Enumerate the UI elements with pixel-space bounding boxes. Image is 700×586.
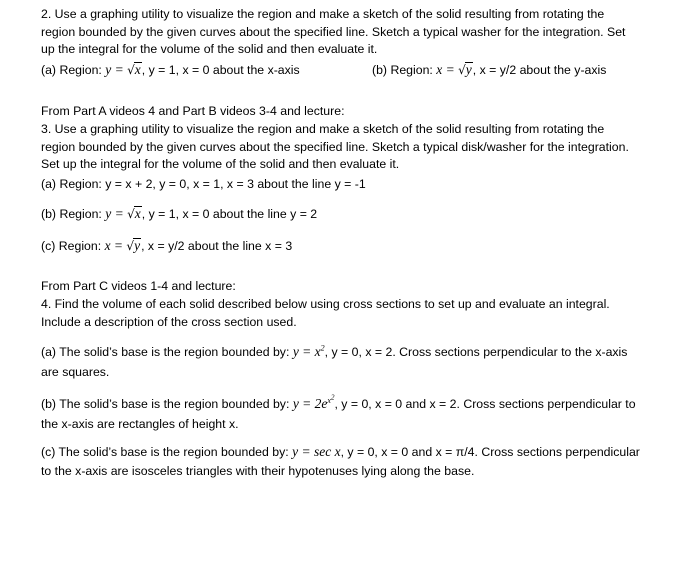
p3-c-label: (c) Region: [41,239,102,253]
p4-c-label: (c) The solid’s base is the region bounded by: [41,445,289,459]
p4-a-rest: , y = 0, x = 2. Cross sections perpendicular to the x-axis [324,345,628,359]
p4-a-equation: $y = x^2$ [292,343,325,359]
p3-c [41,238,292,254]
p3-b [41,206,317,222]
p3-c-equation: x = √y [104,238,141,253]
p4-line-2: Include a description of the cross section used. [41,315,297,329]
p3-intro: From Part A videos 4 and Part B videos 3-4 and lecture: [41,104,345,118]
p4-b-line-2: the x-axis are rectangles of height x. [41,417,239,431]
p3-line-1: 3. Use a graphing utility to visualize the region and make a sketch of the solid resulting from rotating the [41,122,605,136]
p4-c-rest: , y = 0, x = 0 and x = π/4. Cross sections perpendicular [340,445,640,459]
p4-b-equation: $y = 2e^{x^2}$ [292,392,335,411]
p4-c-line-1 [41,444,640,460]
p2-b-equation: x = √y [436,62,472,77]
p4-b-label: (b) The solid’s base is the region bounded by: [41,397,290,411]
p4-line-1: 4. Find the volume of each solid described below using cross sections to set up and evaluate an integral. [41,297,610,311]
p2-line-2: region bounded by the given curves about the specified line. Sketch a typical washer for the integration. Set [41,25,626,39]
p4-a-line-2: are squares. [41,365,110,379]
p2-b [372,62,606,78]
p2-a-equation: y = √x [105,62,141,77]
p4-b-rest: , y = 0, x = 0 and x = 2. Cross sections perpendicular to [334,397,636,411]
p2-parts-row [41,62,661,78]
p2-b-rest: , x = y/2 about the y-axis [472,63,607,77]
p3-line-3: Set up the integral for the volume of the solid and then evaluate it. [41,157,400,171]
p3-a: (a) Region: y = x + 2, y = 0, x = 1, x = 3 about the line y = -1 [41,177,366,191]
p3-b-rest: , y = 1, x = 0 about the line y = 2 [141,207,318,221]
p2-b-label: (b) Region: [372,63,433,77]
p2-line-1: 2. Use a graphing utility to visualize the region and make a sketch of the solid resulting from rotating the [41,7,605,21]
p4-c-equation: y = sec x [292,444,341,459]
p3-c-rest: , x = y/2 about the line x = 3 [141,239,293,253]
p4-a-label: (a) The solid’s base is the region bounded by: [41,345,290,359]
p2-a-label: (a) Region: [41,63,102,77]
p3-b-equation: y = √x [105,206,141,221]
p4-intro: From Part C videos 1-4 and lecture: [41,279,236,293]
p4-b-line-1 [41,392,636,412]
p2-line-3: up the integral for the volume of the solid and then evaluate it. [41,42,378,56]
p3-line-2: region bounded by the given curves about the specified line. Sketch a typical disk/washer for the integration. [41,140,629,154]
p4-a-line-1 [41,344,627,360]
p2-a-rest: , y = 1, x = 0 about the x-axis [141,63,300,77]
p4-c-line-2: to the x-axis are isosceles triangles with their hypotenuses lying along the base. [41,464,475,478]
p3-b-label: (b) Region: [41,207,102,221]
